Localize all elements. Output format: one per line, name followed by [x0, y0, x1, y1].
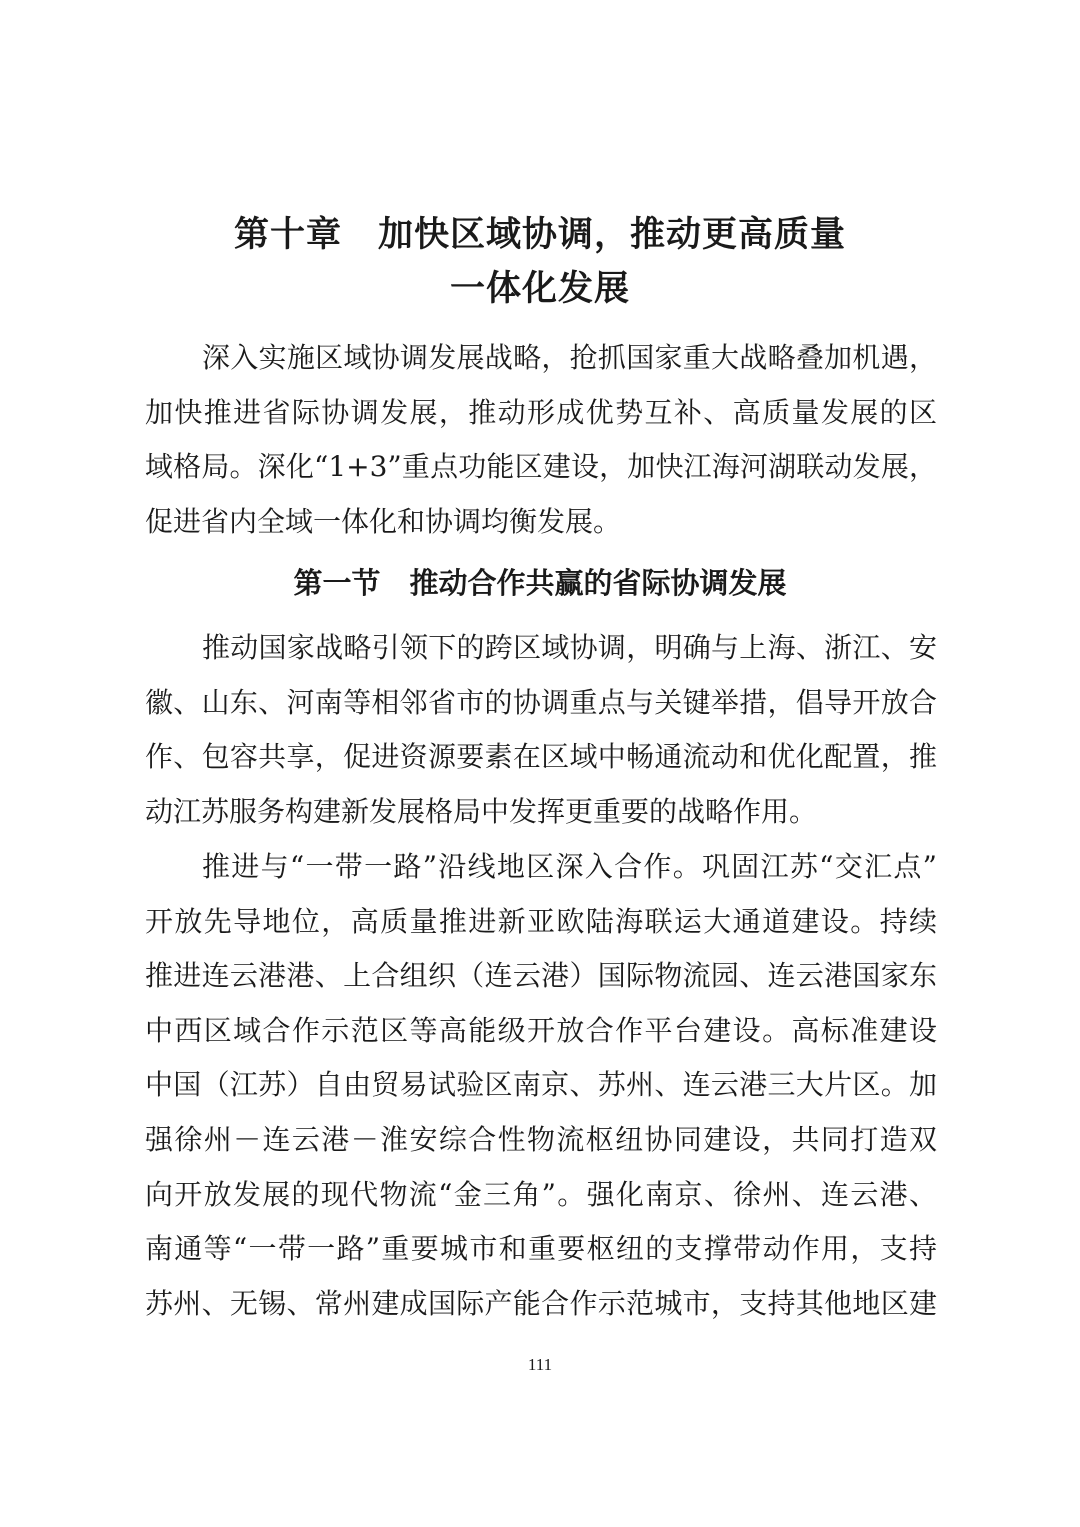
intro-line-3: 域格局。深化“1+3”重点功能区建设，加快江海河湖联动发展，	[145, 450, 937, 484]
paragraph-1	[145, 621, 937, 839]
paragraph-2-line-3: 推进连云港港、上合组织（连云港）国际物流园、连云港国家东	[145, 959, 937, 993]
paragraph-2-line-9: 苏州、无锡、常州建成国际产能合作示范城市，支持其他地区建	[145, 1286, 937, 1320]
intro-line-2: 加快推进省际协调发展，推动形成优势互补、高质量发展的区	[145, 395, 937, 429]
paragraph-1-line-2: 徽、山东、河南等相邻省市的协调重点与关键举措，倡导开放合	[145, 685, 937, 719]
paragraph-2-line-2: 开放先导地位，高质量推进新亚欧陆海联运大通道建设。持续	[145, 904, 937, 938]
paragraph-2-line-4: 中西区域合作示范区等高能级开放合作平台建设。高标准建设	[145, 1013, 937, 1047]
chapter-title-line-2: 一体化发展	[449, 268, 630, 309]
paragraph-2	[145, 840, 937, 1331]
paragraph-2-line-1: 推进与“一带一路”沿线地区深入合作。巩固江苏“交汇点”	[202, 850, 937, 883]
intro-line-1: 深入实施区域协调发展战略，抢抓国家重大战略叠加机遇，	[202, 341, 937, 374]
paragraph-2-line-6: 强徐州－连云港－淮安综合性物流枢纽协同建设，共同打造双	[145, 1122, 937, 1156]
intro-line-4: 促进省内全域一体化和协调均衡发展。	[145, 504, 622, 538]
paragraph-2-line-8: 南通等“一带一路”重要城市和重要枢纽的支撑带动作用，支持	[145, 1232, 937, 1266]
paragraph-1-line-4: 动江苏服务构建新发展格局中发挥更重要的战略作用。	[145, 794, 818, 828]
paragraph-1-line-3: 作、包容共享，促进资源要素在区域中畅通流动和优化配置，推	[145, 740, 937, 774]
paragraph-1-line-1: 推动国家战略引领下的跨区域协调，明确与上海、浙江、安	[202, 631, 937, 664]
chapter-title-line-1: 第十章 加快区域协调，推动更高质量	[233, 214, 846, 255]
page-number: 111	[527, 1355, 553, 1374]
paragraph-2-line-7: 向开放发展的现代物流“金三角”。强化南京、徐州、连云港、	[145, 1177, 937, 1211]
paragraph-2-line-5: 中国（江苏）自由贸易试验区南京、苏州、连云港三大片区。加	[145, 1068, 937, 1102]
section-title: 第一节 推动合作共赢的省际协调发展	[293, 566, 787, 600]
intro-paragraph	[145, 331, 937, 549]
